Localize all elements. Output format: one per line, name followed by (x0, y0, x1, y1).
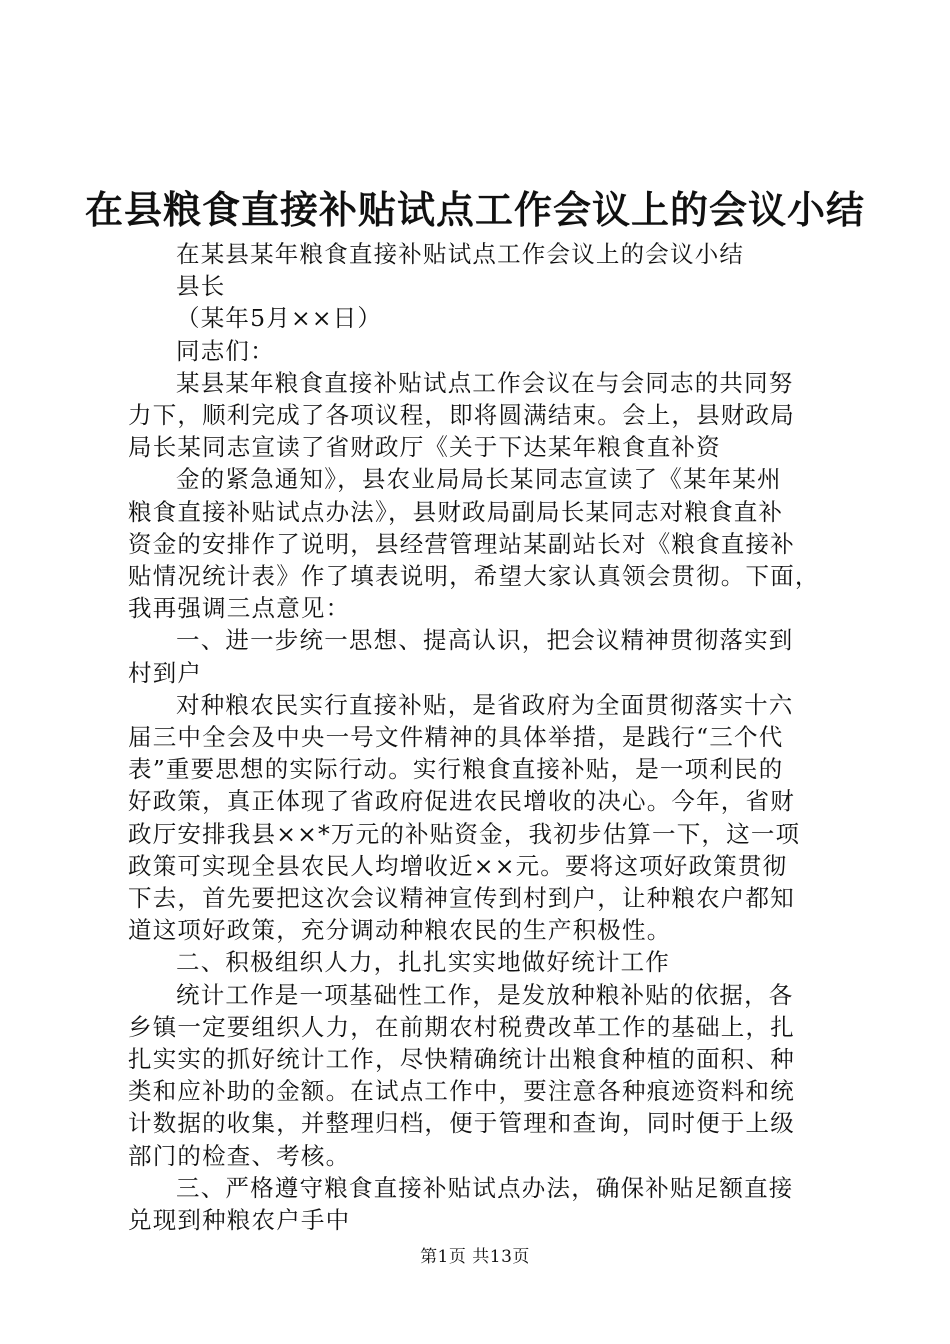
text-line: 统计工作是一项基础性工作，是发放种粮补贴的依据，各 (176, 980, 794, 1009)
text-line: （某年5月××日） (176, 304, 383, 333)
text-line: 政策可实现全县农民人均增收近××元。要将这项好政策贯彻 (128, 851, 788, 880)
text-line: 贴情况统计表》作了填表说明，希望大家认真领会贯彻。下面， (128, 562, 820, 591)
text-line: 好政策，真正体现了省政府促进农民增收的决心。今年，省财 (128, 787, 795, 816)
text-line: 届三中全会及中央一号文件精神的具体举措，是践行“三个代 (128, 723, 784, 752)
document-title: 在县粮食直接补贴试点工作会议上的会议小结 (84, 188, 865, 232)
text-line: 一、进一步统一思想、提高认识，把会议精神贯彻落实到 (176, 626, 794, 655)
text-line: 资金的安排作了说明，县经营管理站某副站长对《粮食直接补 (128, 529, 795, 558)
text-line: 表”重要思想的实际行动。实行粮食直接补贴，是一项利民的 (128, 755, 784, 784)
text-line: 兑现到种粮农户手中 (128, 1206, 351, 1235)
text-line: 在某县某年粮食直接补贴试点工作会议上的会议小结 (176, 240, 745, 268)
text-line: 部门的检查、考核。 (128, 1141, 351, 1170)
text-line: 对种粮农民实行直接补贴，是省政府为全面贯彻落实十六 (176, 690, 794, 719)
page-footer: 第1页 共13页 (420, 1247, 530, 1267)
text-line: 三、严格遵守粮食直接补贴试点办法，确保补贴足额直接 (176, 1173, 794, 1202)
text-line: 政厅安排我县××*万元的补贴资金，我初步估算一下，这一项 (128, 819, 801, 848)
text-line: 某县某年粮食直接补贴试点工作会议在与会同志的共同努 (176, 368, 794, 397)
text-line: 计数据的收集，并整理归档，便于管理和查询，同时便于上级 (128, 1109, 795, 1138)
text-line: 局长某同志宣读了省财政厅《关于下达某年粮食直补资 (128, 433, 721, 462)
text-line: 粮食直接补贴试点办法》，县财政局副局长某同志对粮食直补 (128, 497, 784, 526)
text-line: 道这项好政策，充分调动种粮农民的生产积极性。 (128, 916, 672, 945)
text-line: 下去，首先要把这次会议精神宣传到村到户，让种粮农户都知 (128, 884, 795, 913)
text-line: 乡镇一定要组织人力，在前期农村税费改革工作的基础上，扎 (128, 1012, 795, 1041)
text-line: 二、积极组织人力，扎扎实实地做好统计工作 (176, 948, 670, 977)
text-line: 金的紧急通知》，县农业局局长某同志宣读了《某年某州 (176, 465, 782, 494)
document-body (128, 238, 848, 1236)
text-line: 村到户 (128, 658, 203, 687)
text-line: 类和应补助的金额。在试点工作中，要注意各种痕迹资料和统 (128, 1077, 795, 1106)
text-line: 我再强调三点意见： (128, 594, 351, 623)
text-line: 县长 (176, 272, 226, 301)
text-line: 同志们： (176, 336, 275, 365)
text-line: 扎实实的抓好统计工作，尽快精确统计出粮食种植的面积、种 (128, 1045, 795, 1074)
text-line: 力下，顺利完成了各项议程，即将圆满结束。会上，县财政局 (128, 401, 795, 430)
